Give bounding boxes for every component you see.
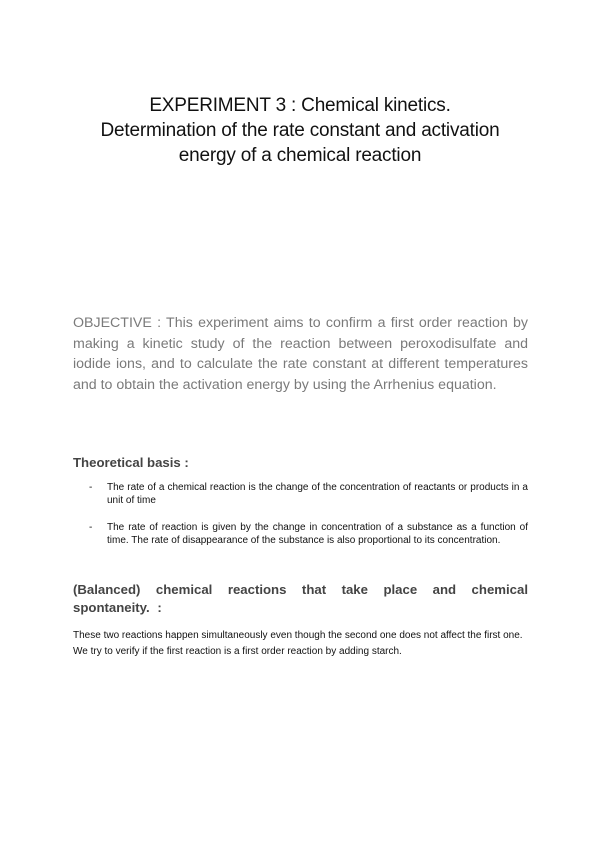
theory-bullet-list xyxy=(73,481,528,547)
objective-paragraph: OBJECTIVE : This experiment aims to confirm a first order reaction by making a kinetic study of the reaction between peroxodisulfate and iodide ions, and to calculate the rate constant at different temperatures and to obtain the activation energy by using the Arrhenius equation. xyxy=(73,315,528,393)
title-line-1: EXPERIMENT 3 : Chemical kinetics. xyxy=(149,95,451,116)
bullet-text: The rate of a chemical reaction is the change of the concentration of reactants or products in a unit of time xyxy=(107,482,528,507)
list-item xyxy=(73,521,528,548)
reactions-paragraph: These two reactions happen simultaneously even though the second one does not affect the first one. We try to verify if the first reaction is a first order reaction by adding starch. xyxy=(73,630,523,657)
document-title xyxy=(40,93,560,168)
bullet-text: The rate of reaction is given by the change in concentration of a substance as a function of time. The rate of disappearance of the substance is also proportional to its concentration. xyxy=(107,521,528,546)
theoretical-basis-heading: Theoretical basis : xyxy=(73,455,189,470)
reactions-heading: (Balanced) chemical reactions that take place and chemical spontaneity. : xyxy=(73,582,528,615)
list-item xyxy=(73,481,528,508)
bullet-dash: - xyxy=(89,521,93,533)
title-line-3: energy of a chemical reaction xyxy=(178,145,422,166)
title-line-2: Determination of the rate constant and activation xyxy=(100,120,500,141)
bullet-dash: - xyxy=(89,482,93,493)
